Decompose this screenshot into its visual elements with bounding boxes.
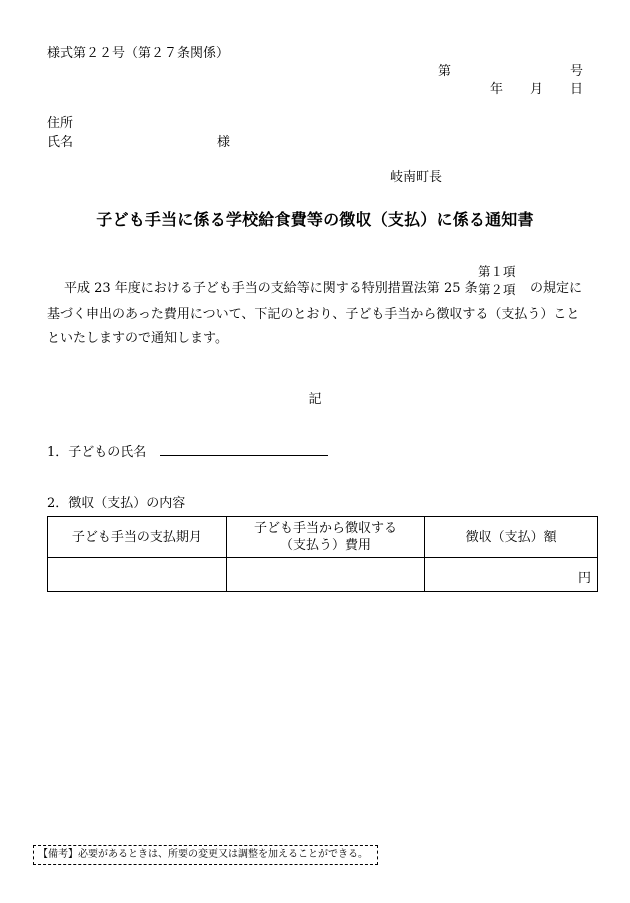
body-line-1-end: の規定に (530, 281, 583, 296)
note-box (33, 845, 378, 865)
clause-option-2: 第２項 (478, 282, 516, 297)
document-number-prefix: 第 (438, 64, 452, 79)
amount-unit: 円 (577, 571, 591, 586)
detail-table (47, 516, 598, 592)
header-payment-month: 子ども手当の支払期月 (48, 517, 227, 558)
cell-payment-month[interactable] (48, 558, 227, 592)
body-line-1: 平成 23 年度における子ども手当の支給等に関する特別措置法第 25 条 (64, 281, 478, 296)
cell-amount[interactable] (425, 558, 598, 592)
header-cost (226, 517, 425, 558)
ki-heading: 記 (308, 392, 322, 407)
body-line-2: 基づく申出のあった費用について、下記のとおり、子ども手当から徴収する（支払う）こと (47, 307, 580, 322)
date-day-label: 日 (570, 82, 584, 97)
item-child-name: 1．子どもの氏名 (47, 445, 147, 460)
note-text: 【備考】必要があるときは、所要の変更又は調整を加えることができる。 (38, 849, 368, 860)
header-cost-line-1: 子ども手当から徴収する (253, 521, 397, 536)
name-label: 氏名 (47, 135, 74, 150)
header-cost-line-2: （支払う）費用 (279, 538, 371, 553)
address-label: 住所 (47, 116, 74, 131)
form-number: 様式第２２号（第２７条関係） (47, 46, 230, 61)
date-month-label: 月 (530, 82, 544, 97)
table-row (48, 558, 598, 592)
child-name-field-line[interactable] (160, 455, 328, 456)
honorific: 様 (217, 135, 231, 150)
cell-cost[interactable] (226, 558, 425, 592)
body-line-3: といたしますので通知します。 (47, 331, 228, 346)
date-year-label: 年 (490, 82, 504, 97)
document-title: 子ども手当に係る学校給食費等の徴収（支払）に係る通知書 (96, 210, 534, 229)
header-amount: 徴収（支払）額 (425, 517, 598, 558)
document-number-suffix: 号 (570, 64, 584, 79)
item-content: 2．徴収（支払）の内容 (47, 496, 186, 511)
issuer: 岐南町長 (390, 170, 443, 185)
clause-option-1: 第１項 (478, 264, 516, 279)
table-header-row (48, 517, 598, 558)
